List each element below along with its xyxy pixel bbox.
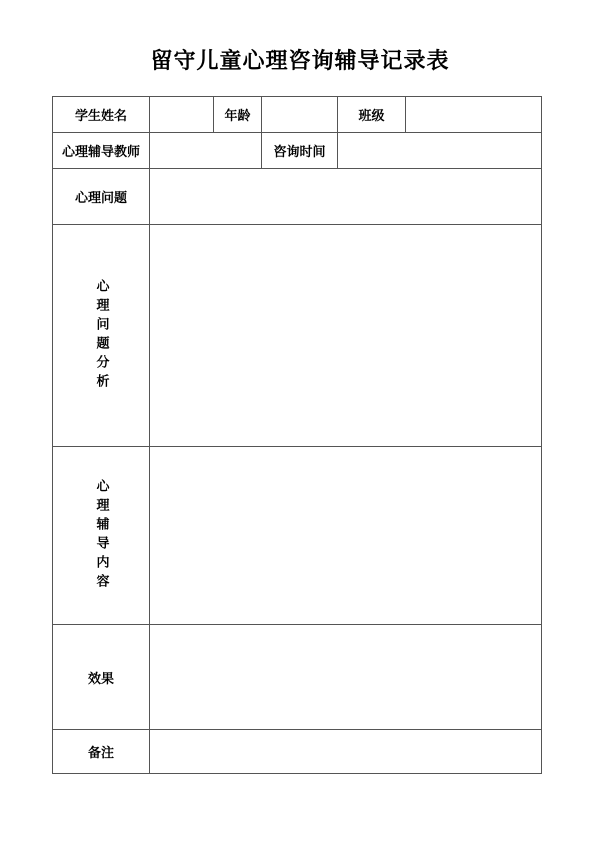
row-effect bbox=[53, 624, 541, 729]
problem-label: 心理问题 bbox=[74, 191, 127, 206]
remarks-label: 备注 bbox=[87, 746, 114, 761]
row-teacher-time bbox=[53, 132, 541, 168]
problem-field[interactable] bbox=[149, 169, 541, 224]
guidance-field[interactable] bbox=[149, 447, 541, 624]
class-label: 班级 bbox=[337, 97, 405, 132]
remarks-field[interactable] bbox=[149, 730, 541, 773]
row-problem bbox=[53, 168, 541, 224]
record-table bbox=[52, 96, 542, 774]
row-basic-info bbox=[53, 97, 541, 132]
effect-field[interactable] bbox=[149, 625, 541, 729]
row-remarks bbox=[53, 729, 541, 773]
analysis-label-text: 心理问题分析 bbox=[93, 278, 109, 393]
form-title: 留守儿童心理咨询辅导记录表 bbox=[150, 49, 450, 74]
analysis-field[interactable] bbox=[149, 225, 541, 446]
row-analysis bbox=[53, 224, 541, 446]
analysis-label bbox=[53, 225, 149, 446]
age-label: 年龄 bbox=[213, 97, 261, 132]
consult-time-label: 咨询时间 bbox=[261, 133, 337, 168]
student-name-field[interactable] bbox=[149, 97, 213, 132]
effect-label: 效果 bbox=[87, 671, 114, 687]
teacher-field[interactable] bbox=[149, 133, 261, 168]
student-name-label: 学生姓名 bbox=[74, 109, 127, 124]
guidance-label-text: 心理辅导内容 bbox=[93, 478, 109, 593]
consult-time-field[interactable] bbox=[337, 133, 541, 168]
class-field[interactable] bbox=[405, 97, 541, 132]
guidance-label bbox=[53, 447, 149, 624]
teacher-label: 心理辅导教师 bbox=[61, 145, 140, 160]
age-field[interactable] bbox=[261, 97, 337, 132]
row-guidance bbox=[53, 446, 541, 624]
